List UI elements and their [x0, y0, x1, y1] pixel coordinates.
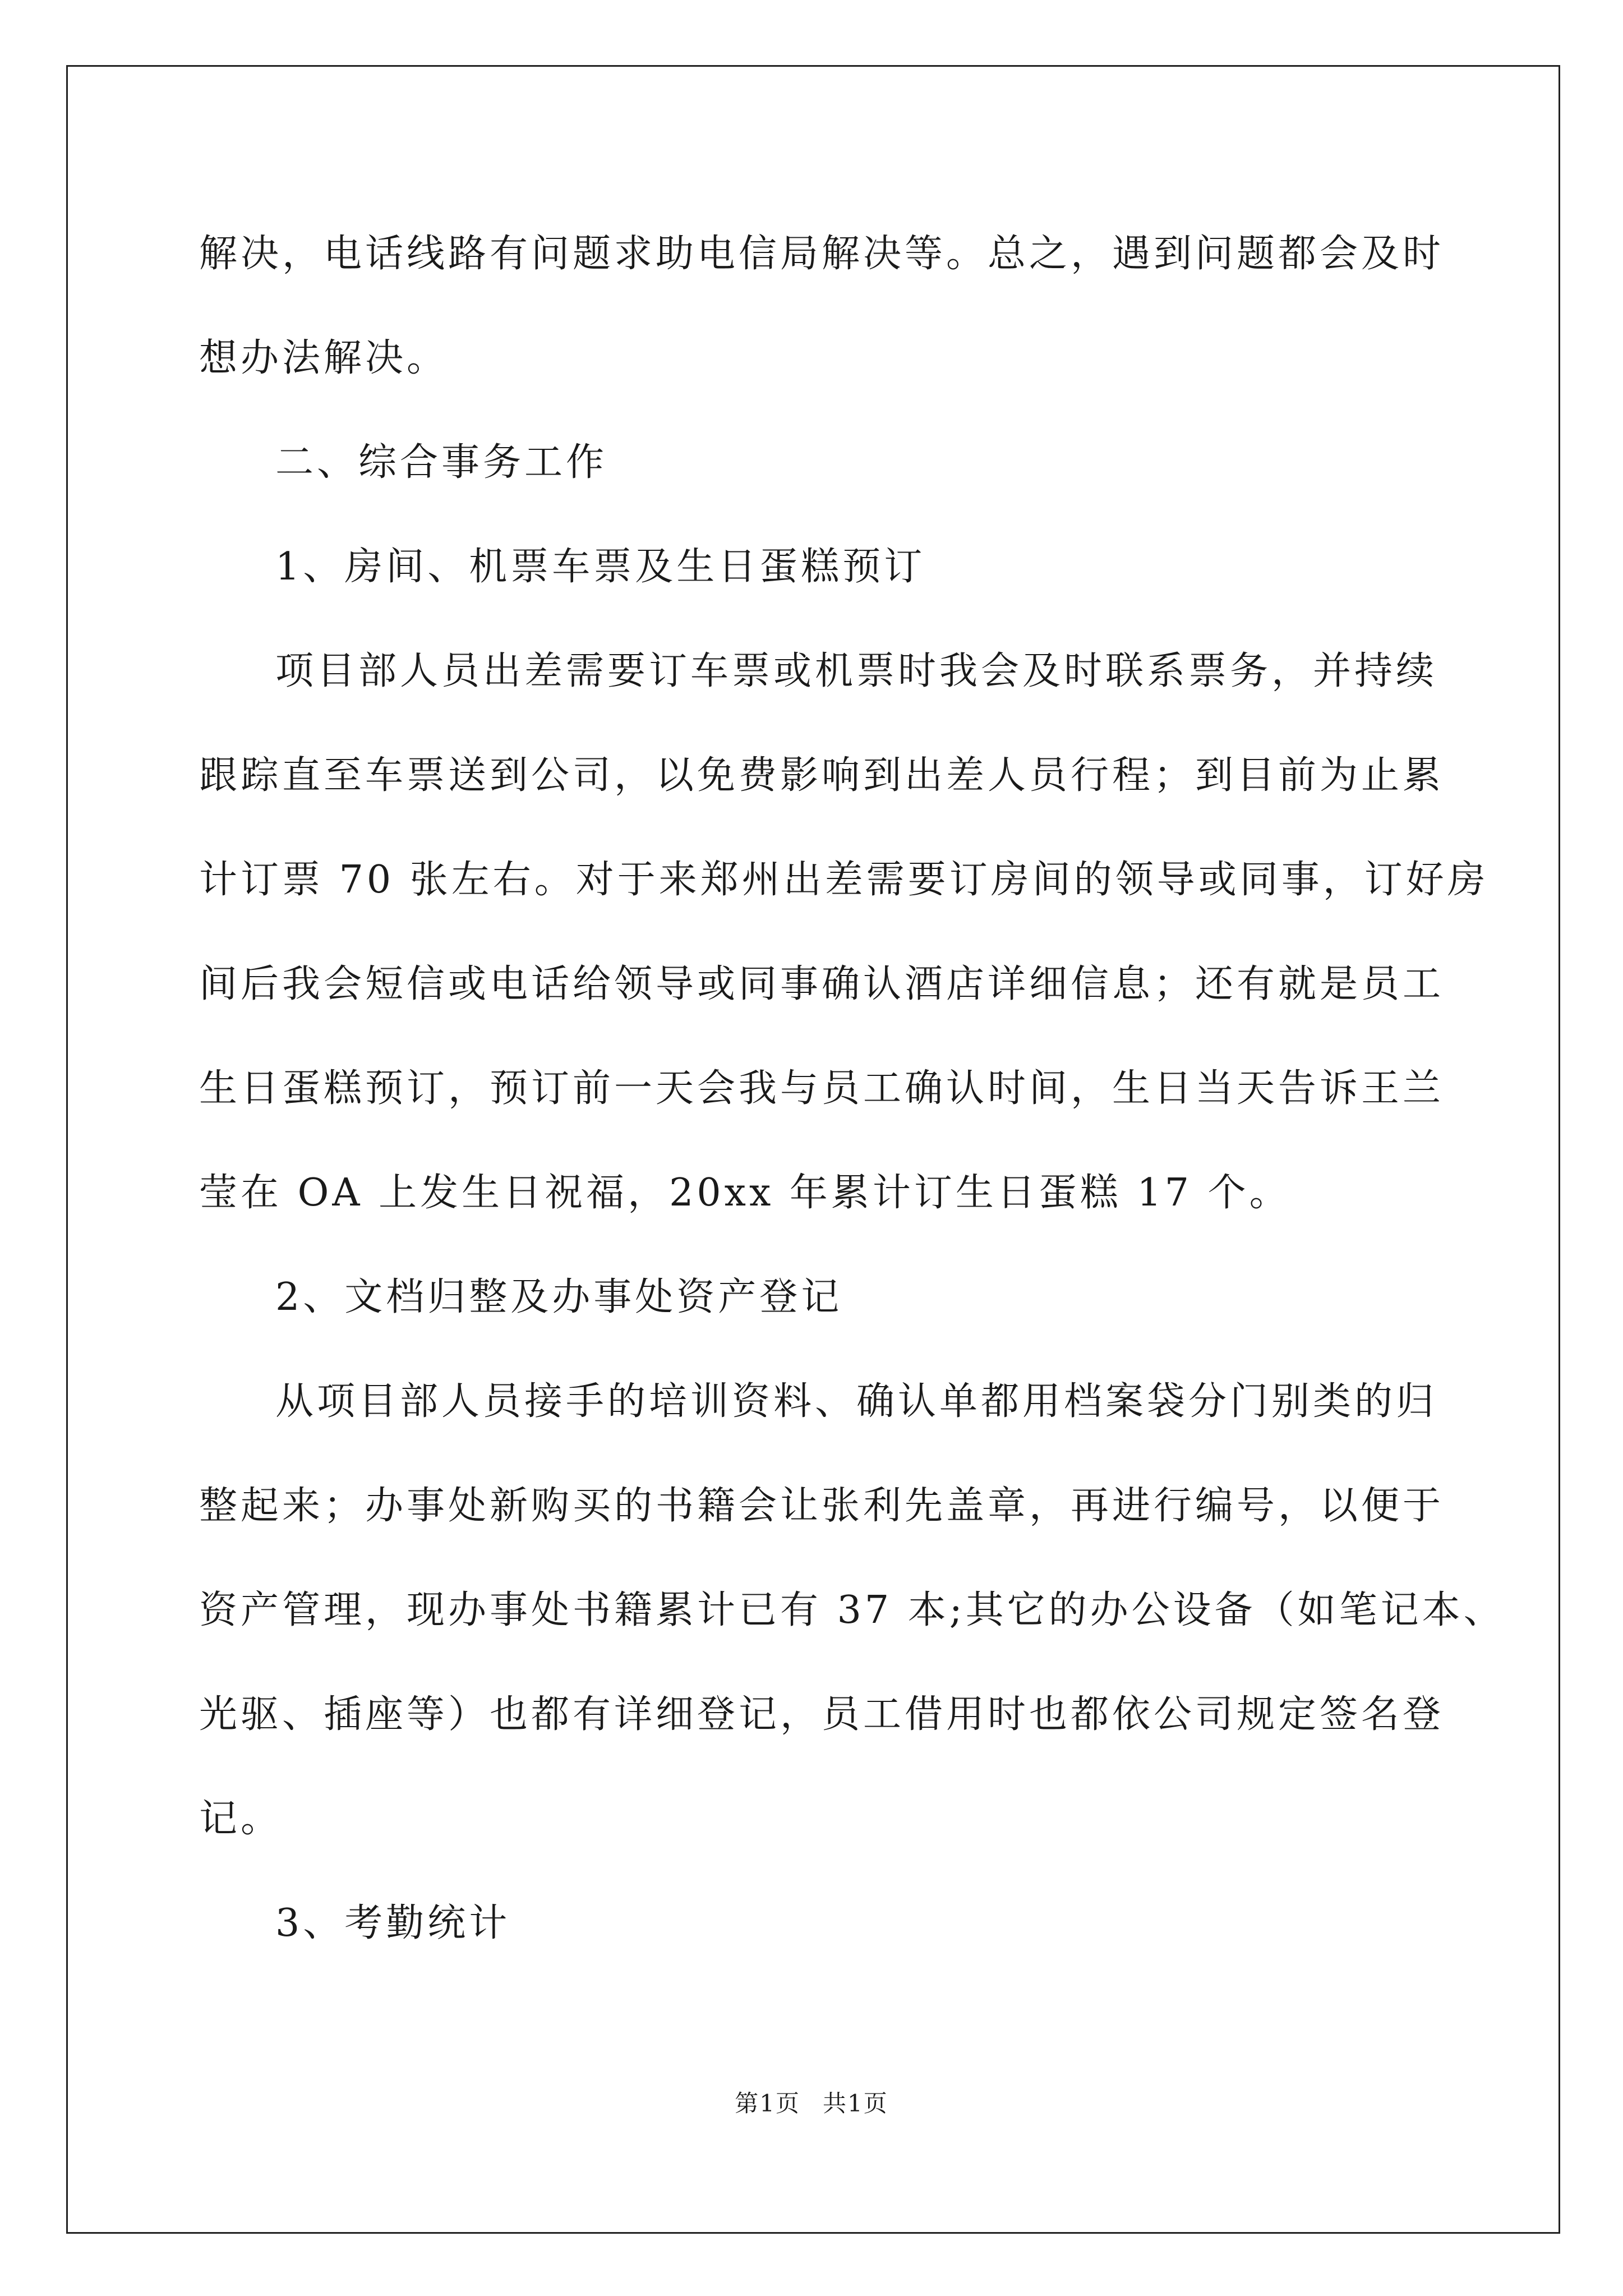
paragraph-line: 项目部人员出差需要订车票或机票时我会及时联系票务，并持续: [275, 649, 1438, 693]
page-number: 第1页: [735, 2090, 800, 2117]
page-total: 共1页: [823, 2090, 888, 2117]
paragraph-line: 资产管理，现办事处书籍累计已有 37 本;其它的办公设备（如笔记本、: [199, 1588, 1505, 1632]
paragraph-line: 解决，电话线路有问题求助电信局解决等。总之，遇到问题都会及时: [199, 232, 1445, 276]
subsection-heading: 3、考勤统计: [275, 1901, 511, 1945]
subsection-heading: 2、文档归整及办事处资产登记: [275, 1275, 843, 1319]
paragraph-line: 记。: [199, 1797, 283, 1841]
paragraph-line: 跟踪直至车票送到公司，以免费影响到出差人员行程；到目前为止累: [199, 753, 1445, 798]
paragraph-line: 整起来；办事处新购买的书籍会让张利先盖章，再进行编号，以便于: [199, 1484, 1445, 1528]
paragraph-line: 想办法解决。: [199, 336, 449, 380]
paragraph-line: 生日蛋糕预订，预订前一天会我与员工确认时间，生日当天告诉王兰: [199, 1066, 1445, 1111]
paragraph-line: 间后我会短信或电话给领导或同事确认酒店详细信息；还有就是员工: [199, 962, 1445, 1006]
subsection-heading: 1、房间、机票车票及生日蛋糕预订: [275, 545, 926, 589]
document-body: [199, 202, 1505, 1976]
paragraph-line: 从项目部人员接手的培训资料、确认单都用档案袋分门别类的归: [275, 1379, 1438, 1424]
paragraph-line: 计订票 70 张左右。对于来郑州出差需要订房间的领导或同事，订好房: [199, 858, 1489, 902]
section-heading: 二、综合事务工作: [275, 440, 608, 485]
paragraph-line: 光驱、插座等）也都有详细登记，员工借用时也都依公司规定签名登: [199, 1692, 1445, 1737]
page-footer: [0, 2087, 1623, 2120]
paragraph-line: 莹在 OA 上发生日祝福，20xx 年累计订生日蛋糕 17 个。: [199, 1171, 1291, 1215]
